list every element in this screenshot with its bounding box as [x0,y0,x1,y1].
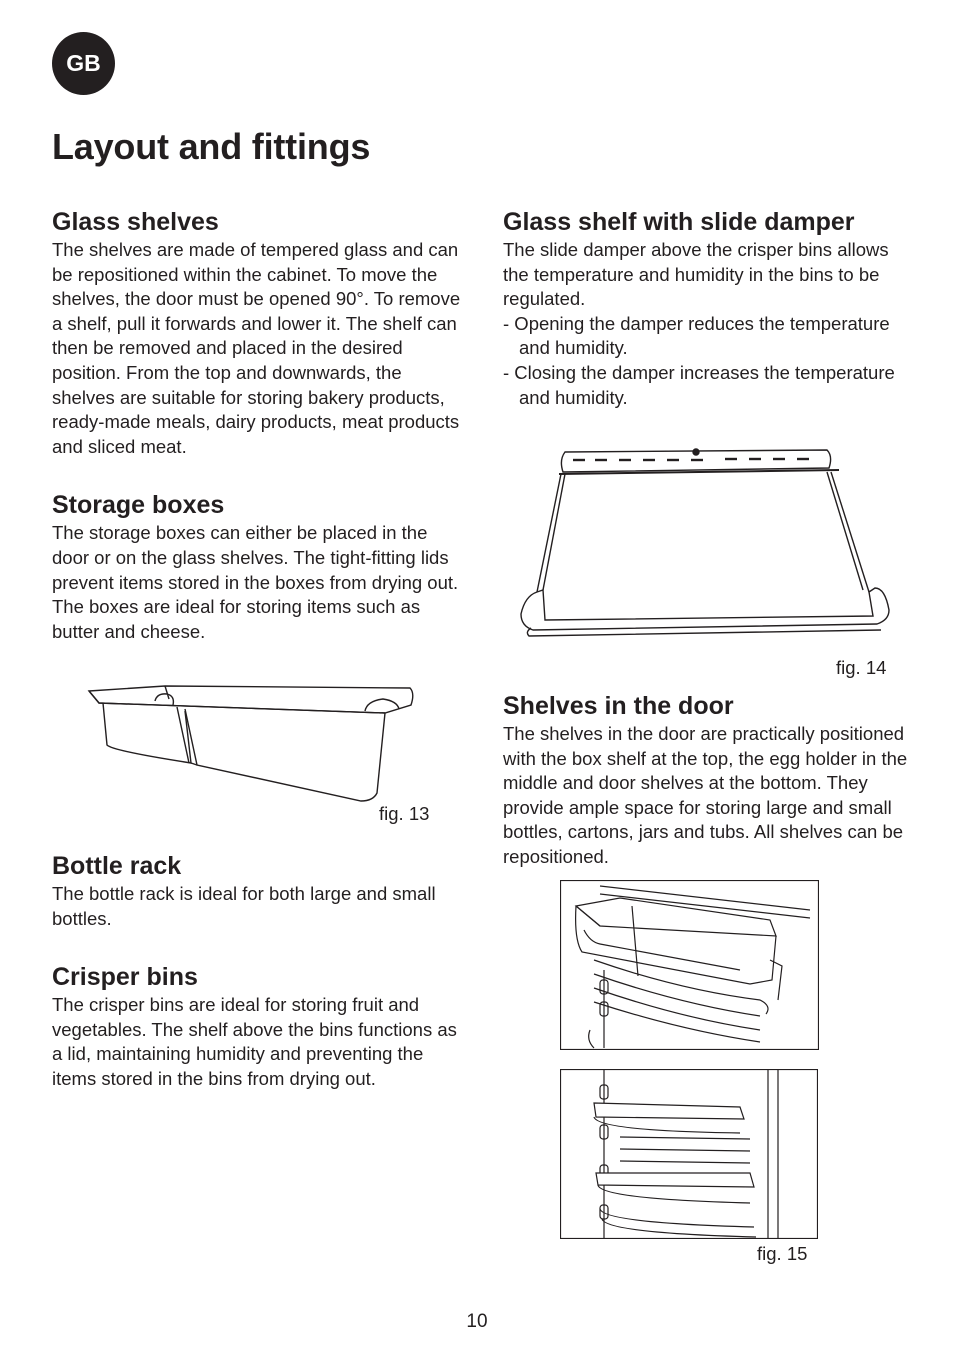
right-column [503,206,913,440]
section-heading: Glass shelves [52,208,219,236]
glass-shelf-illustration [515,442,895,642]
list-item: - Opening the damper reduces the temperature and humidity. [503,312,890,359]
section-heading: Storage boxes [52,491,225,520]
left-column-lower [52,850,462,1122]
figure-caption: fig. 13 [379,803,430,824]
damper-list [503,312,913,410]
section-body: The crisper bins are ideal for storing fruit and vegetables. The shelf above the bins functions as a lid, maintaining humidity and preventing the items stored in the bins from drying out. [52,994,457,1089]
page-number: 10 [466,1311,488,1332]
section-body: The shelves in the door are practically positioned with the box shelf at the top, the egg holder in the middle and door shelves at the bottom. They provide ample space for storing large and small bottles, cartons, jars and tubs. All shelves can be repositioned. [503,723,908,867]
section-body: The shelves are made of tempered glass and can be repositioned within the cabinet. To move the shelves, the door must be opened 90°. To remove a shelf, pull it forwards and lower it. The shelf can then be removed and placed in the desired position. From the top and downwards, the shelves are suitable for storing bakery products, ready-made meals, dairy products, meat products and sliced meat. [52,239,461,457]
section-slide-damper [503,206,913,410]
door-shelves-illustration-bottom [560,1069,818,1239]
list-item: - Closing the damper increases the temperature and humidity. [503,361,895,408]
section-heading: Shelves in the door [503,692,734,720]
section-body: The slide damper above the crisper bins allows the temperature and humidity in the bins to be regulated. [503,239,889,310]
door-shelves-illustration-top [560,880,819,1050]
section-heading: Crisper bins [52,963,198,992]
figure-caption: fig. 15 [757,1243,808,1264]
page-title: Layout and fittings [52,126,371,167]
storage-boxes-illustration [85,683,420,808]
figure-caption: fig. 14 [836,657,887,678]
section-bottle-rack [52,850,462,931]
section-crisper-bins [52,961,462,1091]
section-heading: Bottle rack [52,852,182,880]
section-door-shelves [503,690,913,870]
section-body: The storage boxes can either be placed in the door or on the glass shelves. The tight-fitting lids prevent items stored in the boxes from drying out. The boxes are ideal for storing items such as butter and cheese. [52,522,459,642]
left-column [52,206,462,674]
section-glass-shelves [52,206,462,459]
language-badge: GB [52,32,115,95]
section-body: The bottle rack is ideal for both large and small bottles. [52,883,436,929]
right-column-lower [503,690,913,900]
section-heading: Glass shelf with slide damper [503,208,855,236]
section-storage-boxes [52,489,462,644]
